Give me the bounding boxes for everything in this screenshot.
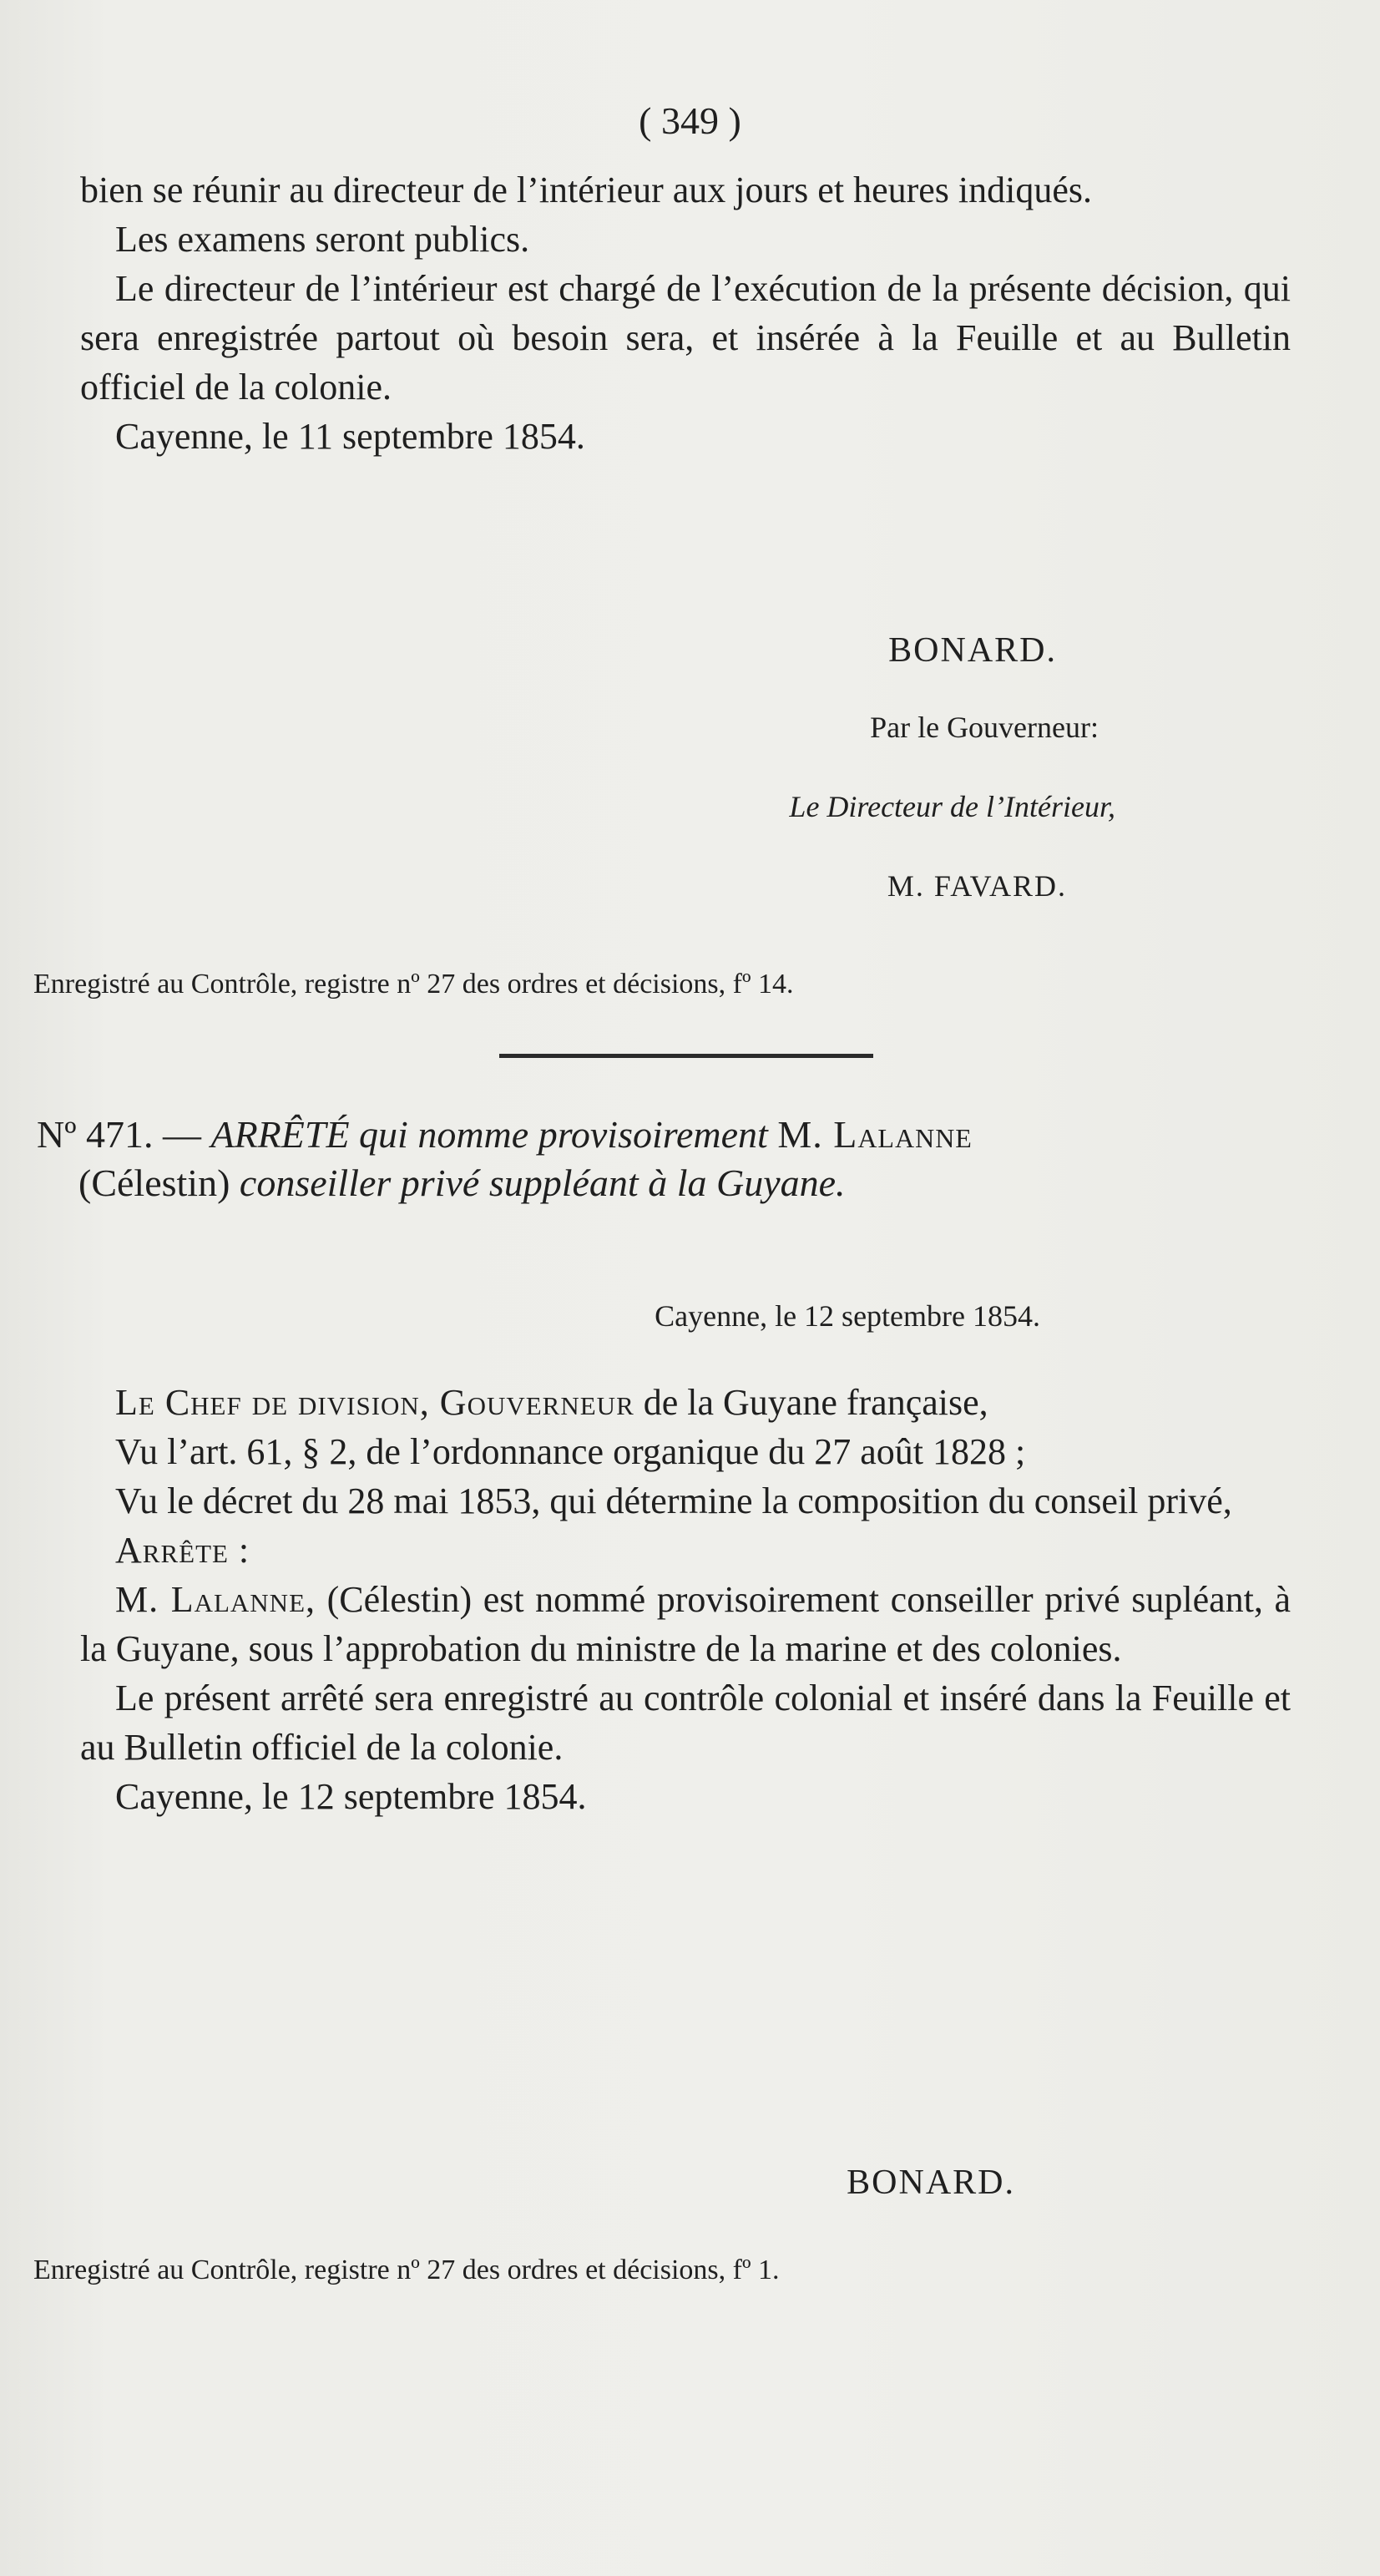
article-text: (Célestin) est nommé provisoirement conseiller privé supléant, à la Guyane, sous l’approbation du ministre de la marine et des colonies. — [80, 1579, 1292, 1669]
vu-ordonnance: Vu l’art. 61, § 2, de l’ordonnance organique du 27 août 1828 ; — [115, 1431, 1026, 1472]
section-2-text — [80, 1378, 1291, 1821]
arrete-heading — [37, 1111, 1289, 1207]
signature-bonard-2: BONARD. — [847, 2164, 1015, 2202]
section-1-text — [80, 165, 1291, 461]
page-number: ( 349 ) — [639, 99, 741, 142]
heading-dash: — — [162, 1113, 201, 1156]
vu-decret: Vu le décret du 28 mai 1853, qui détermine la composition du conseil privé, — [115, 1480, 1232, 1521]
article-name: M. Lalanne, — [115, 1579, 316, 1620]
article-2: Le présent arrêté sera enregistré au contrôle colonial et inséré dans la Feuille et au Bulletin officiel de la colonie. — [80, 1678, 1291, 1768]
paragraph-execution: Le directeur de l’intérieur est chargé de l’exécution de la présente décision, qui sera enregistrée partout où besoin sera, et insérée à la Feuille et au Bulletin officiel de la colonie. — [80, 268, 1291, 407]
registration-line-2: Enregistré au Contrôle, registre nº 27 des ordres et décisions, fº 1. — [33, 2255, 780, 2285]
arrete-title: ARRÊTÉ qui nomme provisoirement — [210, 1113, 768, 1156]
arrete-person-firstname: (Célestin) — [78, 1161, 230, 1204]
paragraph-continuation: bien se réunir au directeur de l’intérieur aux jours et heures indiqués. — [80, 170, 1092, 210]
signature-bonard-1: BONARD. — [888, 631, 1057, 670]
authority: Le Chef de division, Gouverneur — [115, 1382, 634, 1423]
closing-date: Cayenne, le 12 septembre 1854. — [115, 1776, 587, 1817]
directeur-name: M. FAVARD. — [887, 869, 1067, 903]
arrete-number: Nº 471. — [37, 1113, 154, 1156]
registration-line-1: Enregistré au Contrôle, registre nº 27 des ordres et décisions, fº 14. — [33, 969, 794, 1000]
place-date: Cayenne, le 12 septembre 1854. — [655, 1299, 1040, 1333]
authority-rest: de la Guyane française, — [643, 1382, 988, 1423]
arrete-person: M. Lalanne — [777, 1113, 973, 1156]
date-line: Cayenne, le 11 septembre 1854. — [115, 416, 585, 457]
arrete-title-line-2: conseiller privé suppléant à la Guyane. — [239, 1161, 846, 1204]
par-le-gouverneur: Par le Gouverneur: — [870, 711, 1099, 744]
directeur-title: Le Directeur de l’Intérieur, — [789, 790, 1115, 823]
arrete-label: Arrête : — [115, 1530, 250, 1571]
paragraph-examens: Les examens seront publics. — [115, 219, 530, 260]
section-divider — [499, 1054, 873, 1058]
